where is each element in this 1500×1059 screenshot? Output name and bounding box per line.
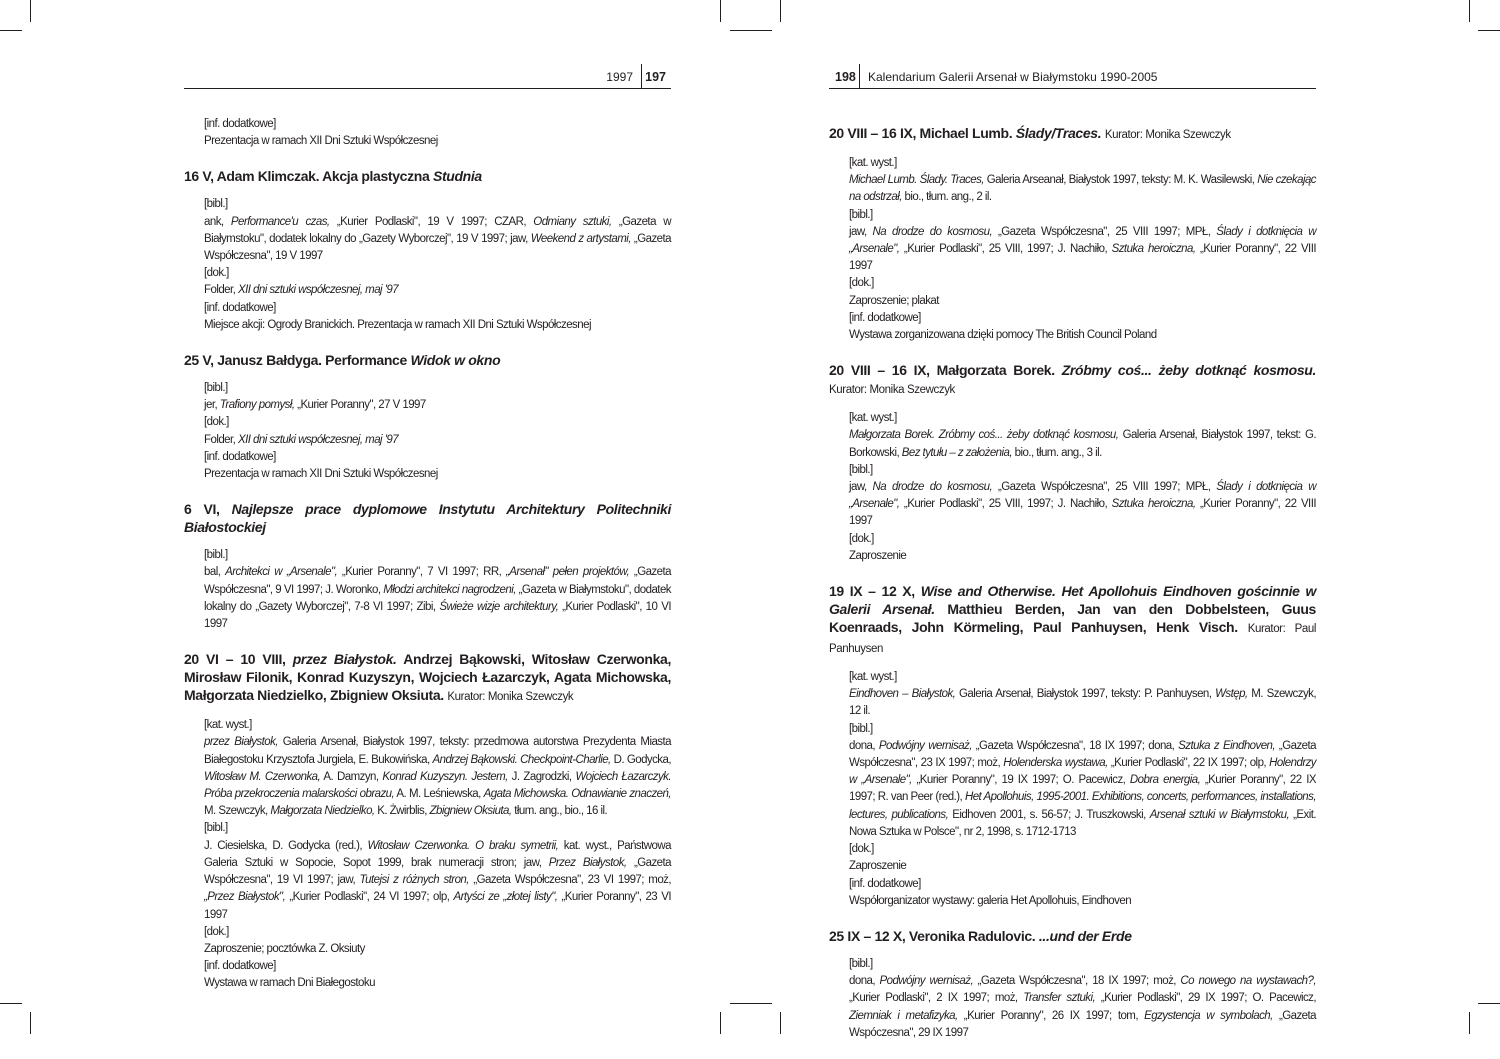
- entry-title: [184, 351, 671, 369]
- crop-mark: [1469, 0, 1470, 22]
- italic-title: Ślady i dotknięcia w „Arsenale",: [849, 225, 1317, 256]
- entry-body: [849, 956, 1316, 1042]
- header-divider: [641, 64, 642, 88]
- entry-radulovic: [829, 927, 1316, 1042]
- catalogue-ref: [849, 686, 1316, 720]
- italic-title: Ślady i dotknięcia w „Arsenale",: [849, 481, 1317, 511]
- text-run: Galeria Arseanał, Białystok 1997, teksty: M. K. Wasilewski,: [983, 174, 1258, 187]
- page-content: [184, 116, 671, 1010]
- text-run: A. Damzyn,: [320, 770, 383, 783]
- text-run: bio., tłum. ang., 3 il.: [1012, 446, 1102, 459]
- italic-title: Egzystencja w symbolach,: [1144, 1009, 1273, 1022]
- crop-mark: [1469, 1012, 1470, 1034]
- text-run: „Kurier Poranny", 7 VI 1997; RR,: [337, 566, 507, 579]
- entry-title: [829, 927, 1316, 945]
- italic-title: Wstęp,: [1215, 688, 1248, 701]
- text-run: ank,: [204, 215, 231, 228]
- crop-mark: [720, 0, 721, 22]
- additional-info: Miejsce akcji: Ogrody Branickich. Prezentacja w ramach XII Dni Sztuki Współczesnej: [204, 318, 591, 331]
- curator-note: Kurator: Monika Szewczyk: [447, 691, 574, 704]
- text-run: Zaproszenie: [849, 860, 907, 873]
- body-line: Prezentacja w ramach XII Dni Sztuki Współczesnej: [204, 135, 438, 148]
- crop-mark: [730, 1003, 772, 1004]
- section-label-dok: [dok.]: [849, 277, 874, 290]
- text-run: „Kurier Podlaski", 24 VI 1997; olp,: [285, 891, 454, 904]
- section-label-dok: [dok.]: [849, 532, 874, 545]
- entry-architektura: [184, 500, 671, 633]
- text-run: „Gazeta Współczesna", 19 VI 1997; jaw,: [204, 856, 671, 887]
- entry-body: [849, 410, 1316, 565]
- text-run: „Kurier Poranny", 22 IX 1997; R. van Peer (red.),: [849, 774, 1316, 804]
- text-run: J. Zagrodzki,: [507, 770, 576, 783]
- entry-date-artist: 19 IX – 12 X,: [829, 583, 921, 600]
- text-run: Folder,: [204, 433, 238, 446]
- text-run: tłum. ang., bio., 16 il.: [511, 805, 608, 818]
- entry-body: [204, 717, 671, 992]
- italic-title: Sztuka heroiczna,: [1111, 243, 1196, 256]
- text-run: bal,: [204, 566, 226, 579]
- crop-mark: [0, 1003, 22, 1004]
- entry-klimczak: [184, 167, 671, 334]
- text-run: „Kurier Podlaski", 25 VIII, 1997; J. Nachiło,: [899, 243, 1112, 256]
- italic-title: Konrad Kuzyszyn. Jestem,: [382, 770, 508, 783]
- italic-title: Odmiany sztuki,: [533, 215, 612, 228]
- documentation: [204, 282, 671, 299]
- text-run: „Exit. Nowa Sztuka w Polsce", nr 2, 1998, s. 1712-1713: [849, 808, 1317, 838]
- additional-info: Prezentacja w ramach XII Dni Sztuki Współczesnej: [204, 468, 438, 481]
- italic-title: Sztuka z Eindhoven,: [1178, 739, 1276, 752]
- crop-mark: [780, 0, 781, 22]
- header-year: 1997: [606, 70, 633, 84]
- page-content: [829, 124, 1316, 1059]
- bibliography: [849, 479, 1316, 531]
- italic-title: Andrzej Bąkowski. Checkpoint-Charlie,: [432, 753, 611, 766]
- event-title: przez Białystok.: [292, 651, 397, 668]
- text-run: K. Żwirblis,: [374, 805, 430, 818]
- catalogue-ref: [204, 734, 671, 820]
- text-run: dona,: [849, 975, 880, 988]
- section-label-dok: [dok.]: [204, 416, 229, 429]
- section-label-bibl: [bibl.]: [849, 208, 873, 221]
- section-label-bibl: [bibl.]: [849, 722, 873, 735]
- section-label-dok: [dok.]: [204, 925, 229, 938]
- text-run: kat. wyst., Państwowa Galeria Sztuki w Sopocie, Sopot 1999, brak numeracji stron; jaw,: [204, 839, 671, 869]
- event-title: Wise and Otherwise. Het Apollohuis Eindhoven gościnnie w Galerii Arsenał.: [829, 583, 1317, 618]
- italic-title: Sztuka heroiczna,: [1111, 498, 1196, 511]
- italic-title: Weekend z artystami,: [530, 232, 631, 245]
- italic-title: Eindhoven – Białystok,: [849, 688, 956, 701]
- text-run: „Gazeta Współczesna", 25 VIII 1997; MPŁ,: [992, 225, 1217, 238]
- italic-title: Świeże wizje architektury,: [439, 600, 559, 613]
- crop-mark: [1478, 1003, 1500, 1004]
- entry-title: [184, 167, 671, 185]
- text-run: „Kurier Podlaski", 22 IX 1997; olp,: [1107, 757, 1270, 770]
- text-run: J. Ciesielska, D. Godycka (red.),: [204, 839, 368, 852]
- text-run: dona,: [849, 739, 879, 752]
- section-label-bibl: [bibl.]: [204, 382, 228, 395]
- running-header: [184, 64, 671, 89]
- italic-title: Trafiony pomysł,: [219, 399, 295, 412]
- italic-title: Bez tytułu – z założenia,: [901, 446, 1013, 459]
- documentation: [204, 432, 671, 449]
- section-label-bibl: [bibl.]: [849, 463, 873, 476]
- bibliography: [204, 397, 671, 414]
- section-label-bibl: [bibl.]: [204, 549, 228, 562]
- documentation: [849, 548, 1316, 565]
- italic-title: Artyści ze „złotej listy",: [453, 891, 558, 904]
- section-label-dok: [dok.]: [204, 267, 229, 280]
- crop-mark: [30, 1012, 31, 1034]
- italic-title: Nie czekając na odstrzał,: [849, 174, 1317, 204]
- entry-borek: [829, 361, 1316, 565]
- text-run: Galeria Arsenał, Białystok 1997, teksty: P. Panhuysen,: [955, 688, 1216, 701]
- text-run: „Kurier Poranny", 19 IX 1997; O. Pacewicz,: [911, 774, 1130, 787]
- artist-list: Matthieu Berden, Jan van den Dobbelsteen, Guus Koenraads, John Körmeling, Paul Panhuysen, Henk Visch.: [829, 601, 1316, 636]
- section-label-kat: [kat. wyst.]: [849, 412, 897, 425]
- text-run: „Kurier Poranny", 23 VI 1997: [204, 891, 671, 921]
- italic-title: Na drodze do kosmosu,: [872, 481, 993, 494]
- text-run: „Kurier Poranny", 22 VIII 1997: [849, 243, 1316, 273]
- entry-date-artist: 20 VIII – 16 IX, Małgorzata Borek.: [829, 362, 1062, 379]
- entry-baldyga: [184, 351, 671, 483]
- entry-title: [829, 582, 1316, 658]
- text-run: „Kurier Podlaski", 25 VIII, 1997; J. Nachiło,: [899, 498, 1112, 511]
- text-run: „Kurier Podlaski", 29 IX 1997; O. Pacewicz,: [1095, 992, 1317, 1005]
- artist-list: Andrzej Bąkowski, Witosław Czerwonka, Mirosław Filonik, Konrad Kuzyszyn, Wojciech Łazarczyk, Agata Michowska, Małgorzata Niedzielko, Zbigniew Oksiuta.: [184, 651, 672, 704]
- bibliography: [204, 838, 671, 924]
- entry-body: [849, 669, 1316, 910]
- event-title: ...und der Erde: [1038, 927, 1132, 944]
- bibliography: [204, 214, 671, 266]
- text-run: „Gazeta Współczesna", 23 IX 1997; moż,: [849, 739, 1316, 770]
- italic-title: Arsenał sztuki w Białymstoku,: [1149, 808, 1290, 821]
- entry-date-artist: 25 V, Janusz Bałdyga. Performance: [184, 352, 411, 369]
- running-header: [829, 64, 1316, 89]
- curator-note: Kurator: Monika Szewczyk: [829, 384, 955, 397]
- italic-title: Agata Michowska. Odnawianie znaczeń,: [483, 788, 671, 801]
- crop-mark: [30, 0, 31, 22]
- text-run: „Gazeta Współczesna", 23 VI 1997; moż,: [468, 874, 672, 887]
- text-run: M. Szewczyk,: [204, 805, 271, 818]
- catalogue-ref: [849, 427, 1316, 461]
- entry-apollohuis: [829, 582, 1316, 910]
- entry-date-artist: 20 VI – 10 VIII,: [184, 651, 293, 668]
- documentation: [204, 941, 671, 958]
- section-label-inf: [inf. dodatkowe]: [849, 877, 921, 890]
- entry-title: [184, 500, 671, 536]
- text-run: bio., tłum. ang., 2 il.: [901, 191, 992, 204]
- italic-title: Dobra energia,: [1129, 774, 1201, 787]
- bibliography: [849, 738, 1316, 841]
- entry-body: [204, 196, 671, 334]
- event-title: Zróbmy coś... żeby dotknąć kosmosu.: [1061, 362, 1316, 379]
- italic-title: Architekci w „Arsenale",: [225, 566, 338, 579]
- italic-title: Performance'u czas,: [230, 215, 330, 228]
- text-run: „Kurier Poranny", 27 V 1997: [294, 399, 426, 412]
- entry-body: [204, 547, 671, 633]
- text-run: jaw,: [849, 225, 873, 238]
- text-run: „Gazeta Wspóczesna", 29 IX 1997: [849, 1009, 1317, 1039]
- entry-body: [204, 380, 671, 483]
- text-run: „Kurier Podlaski", 2 IX 1997; moż,: [849, 992, 1024, 1005]
- italic-title: Podwójny wernisaż,: [878, 739, 972, 752]
- text-run: „Kurier Podlaski", 19 V 1997; CZAR,: [329, 215, 534, 228]
- text-run: „Kurier Poranny", 26 IX 1997; tom,: [957, 1009, 1145, 1022]
- entry-lumb: [829, 124, 1316, 344]
- italic-title: Witosław M. Czerwonka,: [204, 770, 321, 783]
- entry-title: [829, 361, 1316, 399]
- entry-date-artist: 25 IX – 12 X, Veronika Radulovic.: [829, 927, 1039, 944]
- text-run: „Gazeta Współczesna", 19 V 1997: [204, 232, 671, 263]
- curator-note: Kurator: Paul Panhuysen: [829, 623, 1316, 656]
- italic-title: Het Apollohuis, 1995-2001. Exhibitions, concerts, performances, installations, lectures, publications,: [849, 791, 1316, 821]
- italic-title: Małgorzata Borek. Zróbmy coś... żeby dotknąć kosmosu,: [849, 429, 1119, 442]
- text-run: „Kurier Podlaski", 10 VI 1997: [204, 600, 671, 631]
- section-label-kat: [kat. wyst.]: [204, 719, 252, 732]
- italic-title: XII dni sztuki współczesnej, maj '97: [237, 284, 399, 297]
- documentation: [849, 293, 1316, 310]
- italic-title: Przez Białystok,: [548, 856, 627, 869]
- text-run: Folder,: [204, 284, 238, 297]
- event-title: Studnia: [432, 168, 482, 185]
- section-label-kat: [kat. wyst.]: [849, 157, 897, 169]
- page-number: 198: [835, 70, 856, 84]
- body-line: [inf. dodatkowe]: [204, 118, 276, 130]
- italic-title: przez Białystok,: [204, 736, 278, 749]
- crop-mark: [720, 1012, 721, 1034]
- entry-przez-bialystok: [184, 650, 671, 992]
- crop-mark: [730, 30, 772, 31]
- italic-title: Wojciech Łazarczyk. Próba przekroczenia malarskości obrazu,: [204, 770, 672, 801]
- italic-title: Młodzi architekci nagrodzeni,: [383, 583, 516, 596]
- text-run: „Gazeta Współczesna", 18 IX 1997; moż,: [973, 975, 1181, 988]
- section-label-inf: [inf. dodatkowe]: [849, 311, 921, 324]
- entry-body: [204, 116, 671, 150]
- italic-title: „Arsenał" pełen projektów,: [506, 566, 630, 579]
- text-run: Zaproszenie; pocztówka Z. Oksiuty: [204, 942, 365, 955]
- italic-title: Na drodze do kosmosu,: [872, 225, 993, 238]
- text-run: Zaproszenie; plakat: [849, 294, 939, 307]
- italic-title: Holendrzy w „Arsenale",: [849, 757, 1316, 787]
- text-run: „Gazeta w Białymstoku", dodatek lokalny do „Gazety Wyborczej", 7-8 VI 1997; Zibi,: [204, 583, 671, 613]
- text-run: Galeria Arsenał, Białystok 1997, tekst: G. Borkowski,: [849, 429, 1317, 459]
- text-run: D. Godycka,: [610, 753, 672, 766]
- italic-title: Michael Lumb. Ślady. Traces,: [849, 174, 984, 187]
- event-title: Najlepsze prace dyplomowe Instytutu Architektury Politechniki Białostockiej: [184, 501, 671, 536]
- italic-title: XII dni sztuki współczesnej, maj '97: [237, 433, 399, 446]
- italic-title: „Przez Białystok",: [204, 891, 286, 904]
- crop-mark: [1478, 30, 1500, 31]
- entry-date-artist: 16 V, Adam Klimczak. Akcja plastyczna: [184, 168, 433, 185]
- section-label-bibl: [bibl.]: [204, 198, 228, 211]
- text-run: „Gazeta Współczesna", 25 VIII 1997; MPŁ,: [992, 481, 1217, 494]
- section-label-kat: [kat. wyst.]: [849, 671, 897, 684]
- header-divider: [859, 64, 860, 88]
- bibliography: [204, 564, 671, 633]
- section-label-dok: [dok.]: [849, 843, 874, 856]
- text-run: Zaproszenie: [849, 549, 907, 562]
- text-run: jaw,: [849, 481, 873, 494]
- bibliography: [849, 973, 1316, 1042]
- italic-title: Witosław Czerwonka. O braku symetrii,: [367, 839, 559, 852]
- running-title: Kalendarium Galerii Arsenał w Białymstoku 1990-2005: [868, 70, 1158, 84]
- section-label-inf: [inf. dodatkowe]: [204, 960, 276, 973]
- italic-title: Podwójny wernisaż,: [879, 975, 974, 988]
- text-run: M. Szewczyk, 12 il.: [849, 688, 1316, 718]
- entry-body: [849, 155, 1316, 344]
- italic-title: Co nowego na wystawach?,: [1180, 975, 1316, 988]
- text-run: A. M. Leśniewska,: [394, 788, 484, 801]
- section-label-bibl: [bibl.]: [204, 822, 228, 835]
- crop-mark: [780, 1012, 781, 1034]
- bibliography: [849, 224, 1316, 276]
- additional-info: Wystawa w ramach Dni Białegostoku: [204, 977, 375, 990]
- italic-title: Ziemniak i metafizyka,: [849, 1009, 958, 1022]
- section-label-inf: [inf. dodatkowe]: [204, 301, 276, 314]
- section-label-bibl: [bibl.]: [849, 957, 873, 970]
- text-run: Galeria Arsenał, Białystok 1997, teksty: przedmowa autorstwa Prezydenta Miasta Białegostoku Krzysztofa Jurgiela, E. Bukowińska,: [204, 736, 671, 766]
- entry-date-artist: 20 VIII – 16 IX, Michael Lumb.: [829, 125, 1016, 141]
- italic-title: Zbigniew Oksiuta,: [429, 805, 512, 818]
- text-run: jer,: [204, 399, 220, 412]
- catalogue-ref: [849, 172, 1316, 206]
- italic-title: Holenderska wystawa,: [1003, 757, 1108, 770]
- entry-title: [829, 124, 1316, 144]
- text-run: „Gazeta Współczesna", 18 IX 1997; dona,: [971, 739, 1179, 752]
- page-number: 197: [645, 70, 666, 84]
- event-title: Widok w okno: [410, 352, 501, 369]
- section-label-inf: [inf. dodatkowe]: [204, 450, 276, 463]
- crop-mark: [0, 30, 22, 31]
- entry-title: [184, 650, 671, 706]
- text-run: „Kurier Poranny", 22 VIII 1997: [849, 498, 1316, 528]
- text-run: Eidhoven 2001, s. 56-57; J. Truszkowski,: [948, 808, 1150, 821]
- italic-title: Transfer sztuki,: [1023, 992, 1096, 1005]
- text-run: „Gazeta Współczesna", 9 VI 1997; J. Woronko,: [204, 566, 671, 596]
- additional-info: Wystawa zorganizowana dzięki pomocy The British Council Poland: [849, 329, 1157, 342]
- entry-prezentacja: [184, 116, 671, 150]
- additional-info: Współorganizator wystawy: galeria Het Apollohuis, Eindhoven: [849, 894, 1132, 907]
- italic-title: Małgorzata Niedzielko,: [270, 805, 375, 818]
- event-title: Ślady/Traces.: [1015, 125, 1102, 141]
- curator-note: Kurator: Monika Szewczyk: [1104, 129, 1231, 141]
- italic-title: Tutejsi z różnych stron,: [359, 874, 469, 887]
- text-run: „Gazeta w Białymstoku", dodatek lokalny do „Gazety Wyborczej", 19 V 1997; jaw,: [204, 215, 671, 245]
- entry-date-artist: 6 VI,: [184, 501, 232, 518]
- documentation: [849, 858, 1316, 875]
